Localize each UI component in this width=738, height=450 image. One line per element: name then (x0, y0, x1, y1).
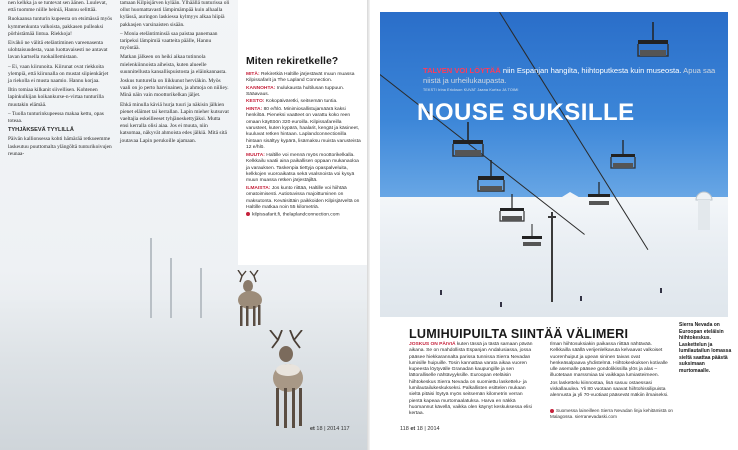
info-item (246, 186, 362, 212)
chairlift-seat (608, 140, 638, 176)
info-source (246, 212, 362, 219)
paragraph: – Monia eteläntiminsiä saa paistaa panemaan taripeksi lämpimiä vaatteita päälle, Hannu myöntää. (120, 30, 218, 52)
paragraph: Ruokaansa tunturin kupeesta on etsimässä myös kymmenkunta valkoista, pakkasen pulleaksi pörhistämää lintua. Riekkoja! (8, 16, 113, 37)
article-column-2 (120, 0, 230, 147)
right-page (370, 0, 738, 450)
info-value: Inulukausta hultilusan tuppuun. Sääavaus. (246, 85, 345, 98)
info-label: KESTO: (246, 99, 265, 105)
page-folio (310, 426, 350, 432)
reindeer-illustration (250, 330, 325, 435)
skier (500, 302, 502, 307)
paragraph (409, 342, 534, 418)
paragraph: – Ei, vaan kiirunoita. Kiirunat ovat riekkoita ylempiä, että kiirunalla on mustat siipienkärjet ja riekolla ei musta naamio. Hannu korjaa. (8, 63, 109, 85)
observatory-dome (692, 180, 716, 230)
skier (580, 296, 582, 301)
magazine-name: et (410, 426, 416, 432)
info-label: MITÄ: (246, 72, 260, 77)
info-item (246, 86, 362, 99)
paragraph: Eiväkö ne välitä eteläntiminen vareenasenta ulohtaisuudesta, vaan luottavaisesti ne antavat lavan kartsella ruokaillemistaan. (8, 40, 108, 61)
page-folio (400, 426, 440, 432)
chairlift-seat (498, 194, 526, 228)
kicker-highlight: TALVEN VOI LÖYTÄÄ (423, 66, 501, 75)
info-label: MUUTA: (246, 152, 265, 158)
info-label: HINTA: (246, 106, 263, 112)
info-item (246, 107, 362, 152)
page-number: 117 (340, 426, 350, 432)
side-caption: Sierra Nevada on Euroopan eteläisin hiihtokeskus. Laskettelun ja lumilautailun lomassa sieltä saattaa päästä suksimaan murtomaalle. (679, 322, 732, 374)
left-page (0, 0, 368, 450)
issue-number: 18 | 2014 (416, 426, 440, 432)
distant-tree (170, 258, 172, 318)
reindeer-illustration (220, 270, 280, 330)
subheading: TYHJÄKSEVÄ TYYLILLÄ (8, 127, 74, 134)
paragraph: – Tuolla tunturinkupeessa makaa kettu, opas toteaa. (8, 110, 104, 125)
page-number: 118 (400, 426, 409, 432)
info-box-content (246, 72, 362, 220)
paragraph: Ilman hiihtosuksiakin paikassa riittää nähtävää. Kelkkailla säällä verijenlelkavuta kelvaavat valkoiset vuorenhuiput ja upean sininen taivas ovat henkeäsalpaava yhdistelmä. Hiihtokeskuksen kotivalle ulle asemalle pääsee gondolikissilla ylös ja alas – illuotetaan marssmiaa tai vaikkapa lumiasteimeen. (550, 342, 668, 379)
distant-tree (150, 238, 152, 318)
kicker-text: niin Espanjan hangilta, hiihtoputkesta kuin museosta. (502, 66, 682, 75)
paragraph-text: kuten tässä ja tästä samaan pävän aikana. Se on mahdollista Espanjan Andalusiassa, jossa pääsee hiekkarannalta parissa tunnissa Sierra Nevadan lumisille huipuille. Tosin kannattaa varata aikaa vuoren kupeesta löytyvälle Granadan kaupungille ja sen lättoralliselle nähtävyyksille. Euroopan eteläisin hiihtokeskus Sierra Nevada on suomiettu laskettelu- ja lumilautailukeskukseksi. Palkallisten esittelen mukaan sieltä pitäisi löytyä myös seitsemän kilometrin verran pientä kapeaa murtomaalatuksa. Harva en näkkä huomannut kävellä, vaikka olen käynyt keskuksessa elisi kertaa. (409, 342, 533, 417)
info-value: Haltille voi mennä myös moottorikelkalla. Kelkkailu vaatii aina paikallisen oppaan mukanaoloa ja varauksen. Taskenpia tiettyja opaspalveluita, kelkkojen vuoroaikatsa sekä vsalsnoista voi kysyä muun muassa retken järjestäjiltä. (246, 152, 359, 184)
photo-caption (550, 408, 675, 420)
magazine-name: et (310, 426, 315, 432)
lift-tower (548, 212, 556, 302)
section-title: LUMIHUIPUILTA SIINTÄÄ VÄLIMERI (409, 327, 629, 341)
info-label: ILMAISTA: (246, 185, 271, 191)
info-value: Jos kunto riittää, Haltille voi hiihtää omatoimisesti. Autiotuvissa majoittuminen on maksutonta. Keväisittäin paikkoiden Kilpisjärveltä on Haltille matkaa noin 55 kilometriä. (246, 185, 360, 211)
info-item (246, 72, 362, 85)
paragraph: Päivän kallionsessa kohti hämärää retkueemme laskeutuu puuttomalta ylängöltä tunturikoivujen reunaa- (8, 136, 112, 157)
chairlift-seat (520, 224, 544, 252)
info-item (246, 153, 362, 185)
info-box-title: Miten rekiretkelle? (246, 55, 339, 67)
paragraph: tamaan Kilpisjärven kylään. Ylhäällä tunturissa oli ollut huomattavasti lämpimämpää kuin alhaalla kylässä, auringon laskiessa kylmyys alkaa hiipiä pakkasjen varsinaisten sisään. (120, 0, 230, 28)
paragraph: Joskus tunturella on liikkunut herviäkin. Myös vaali on jo perto harvinainen, ja ahmoja on niiliey. Minä näin vain moottorikelkan jäljet. (120, 78, 229, 99)
bullet-dot-icon (246, 212, 250, 216)
source-link[interactable]: kilpissafarit.fi, thelaplandconnection.com (252, 212, 340, 218)
info-value: Rekiretkiä Haltille järjestävät muun muassa Kilpissafarit ja The Lapland Connection. (246, 72, 355, 84)
paragraph: Jos laskettelu kiinnostaa, lisä sasuu ostaessasi viskallauulea. Yli 80 vuotaan saavat hiihtohissilipuista alennusta ja yli 70-vuotiaat pääsevät mäkiin ilmaiseksi. (550, 380, 669, 399)
issue-number: 18 | 2014 (316, 426, 340, 432)
chairlift-seat (635, 22, 671, 66)
info-value: 80 e/hlö. Minimiosallistujamäärä kaksi henkilöä. Pieneksi vaatteet on varattu koko reen omaan käyttöön 320 euroilla. Kilpissafareilla varusteet, kuten kypärä, haalarit, kengät ja käsineet, kuuluvat retken hintaan. Laplandconnectionilla hintaan sisältyy kypärä, lisämaksu muista varusteista 12 e/hlö. (246, 106, 361, 151)
skier (660, 288, 662, 293)
paragraph: nen kelkka ja se tuntevat sen äänen. Luulevat, että tuomme niille heiniä, Hannu selittää. (8, 0, 107, 14)
byline: TEKSTI Irina Erickson KUVAT Jaana Kurtsu JA TOIMI (423, 88, 519, 92)
article-title: NOUSE SUKSILLE (417, 99, 635, 126)
lead-in: JOSKUS ON PÄIVIÄ (409, 342, 456, 347)
info-label: KANNOHTA: (246, 85, 276, 91)
article-column-1 (8, 0, 113, 160)
chairlift-seat (586, 182, 612, 214)
kicker-text-secondary: Apua saa niistä ja urheilukaupasta. (423, 66, 716, 85)
info-item (246, 99, 362, 105)
skier (440, 290, 442, 295)
paragraph: Ehkä minulla käviä hurja tuuri ja näkisin jälkien pienet eläimet tai kerrallan. Lapin mieher kutsuvat vaeltajia eskeilleeset tyhjäneskettyjäksi. Mutta ensi kerralla olisi aiaa. Jos ei muuta, niin katsomaa, näkyvät ahmoista edes jälkiä. Mitä sitä joutavaa Lapin perukoille ajamaan. (120, 101, 229, 144)
ski-lift-photo (380, 12, 728, 317)
paragraph: Iltin tomiaa kilkanit siivellisen. Kohtenen lapinkulkijan koikankurse-n-virtaa tunturilla muutakin elämää. (8, 87, 104, 108)
bullet-dot-icon (550, 409, 554, 413)
caption-text: Suomessa laineilleen Sierra Nevadan linja kehitämistä on Malagossa. sierranevadaski.com (550, 408, 673, 419)
distant-tree (200, 268, 202, 318)
article-column-1 (409, 342, 534, 418)
intro-kicker (423, 66, 723, 85)
article-column-2 (550, 342, 670, 400)
paragraph: Matkan jälkeen on heiki aikaa tutinnola mielenkiinnoista aiheista, kuten alueelle suunnitellusta kansallispuistosta ja eläinkannasta. (120, 54, 227, 75)
info-value: Kokopäiväretki, seitsemän tuntia. (265, 99, 338, 105)
